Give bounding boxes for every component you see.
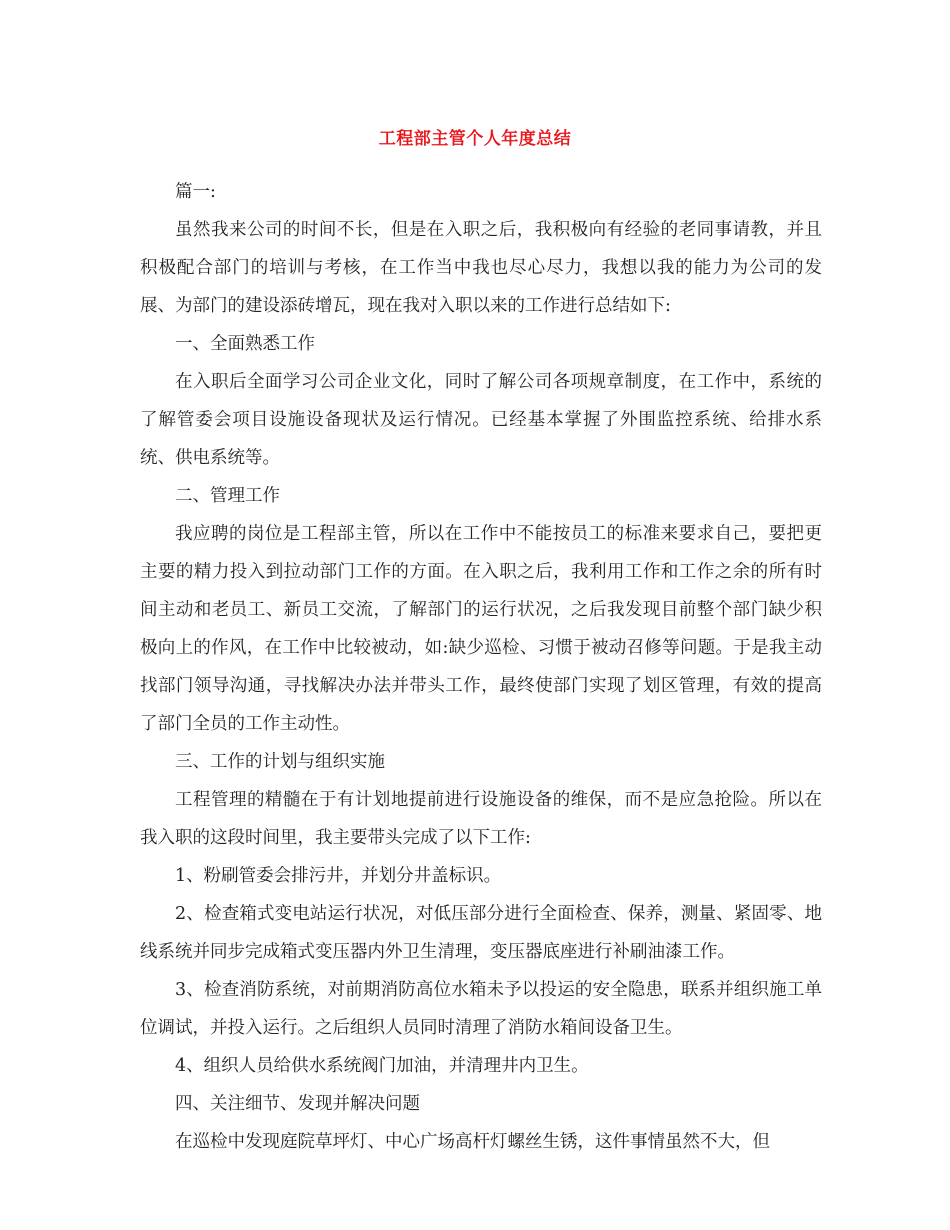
page-title: 工程部主管个人年度总结 xyxy=(378,129,572,149)
paragraph-heading-part-one: 篇一: xyxy=(175,182,216,202)
section-heading-2: 二、管理工作 xyxy=(175,486,280,506)
section-heading-1: 一、全面熟悉工作 xyxy=(175,334,315,354)
list-item: 2、检查箱式变电站运行状况，对低压部分进行全面检查、保养，测量、紧固零、地线系统并同步完成箱式变压器内外卫生清理，变压器底座进行补刷油漆工作。 xyxy=(140,904,822,962)
paragraph-intro: 虽然我来公司的时间不长，但是在入职之后，我积极向有经验的老同事请教，并且积极配合部门的培训与考核，在工作当中我也尽心尽力，我想以我的能力为公司的发展、为部门的建设添砖增瓦，现在我对入职以来的工作进行总结如下: xyxy=(140,220,822,316)
paragraph: 工程管理的精髓在于有计划地提前进行设施设备的维保，而不是应急抢险。所以在我入职的这段时间里，我主要带头完成了以下工作: xyxy=(140,790,822,848)
document-body xyxy=(140,155,822,1161)
list-item: 3、检查消防系统，对前期消防高位水箱未予以投运的安全隐患，联系并组织施工单位调试，并投入运行。之后组织人员同时清理了消防水箱间设备卫生。 xyxy=(140,980,822,1038)
paragraph: 在入职后全面学习公司企业文化，同时了解公司各项规章制度，在工作中，系统的了解管委会项目设施设备现状及运行情况。已经基本掌握了外围监控系统、给排水系统、供电系统等。 xyxy=(140,372,822,468)
list-item: 1、粉刷管委会排污井，并划分井盖标识。 xyxy=(175,866,502,886)
list-item: 4、组织人员给供水系统阀门加油，并清理井内卫生。 xyxy=(175,1056,589,1076)
section-heading-3: 三、工作的计划与组织实施 xyxy=(175,752,385,772)
paragraph: 在巡检中发现庭院草坪灯、中心广场高杆灯螺丝生锈，这件事情虽然不大，但 xyxy=(175,1132,770,1152)
section-heading-4: 四、关注细节、发现并解决问题 xyxy=(175,1094,420,1114)
paragraph: 我应聘的岗位是工程部主管，所以在工作中不能按员工的标准来要求自己，要把更主要的精力投入到拉动部门工作的方面。在入职之后，我利用工作和工作之余的所有时间主动和老员工、新员工交流，了解部门的运行状况，之后我发现目前整个部门缺少积极向上的作风，在工作中比较被动，如:缺少巡检、习惯于被动召修等问题。于是我主动找部门领导沟通，寻找解决办法并带头工作，最终使部门实现了划区管理，有效的提高了部门全员的工作主动性。 xyxy=(140,524,822,734)
